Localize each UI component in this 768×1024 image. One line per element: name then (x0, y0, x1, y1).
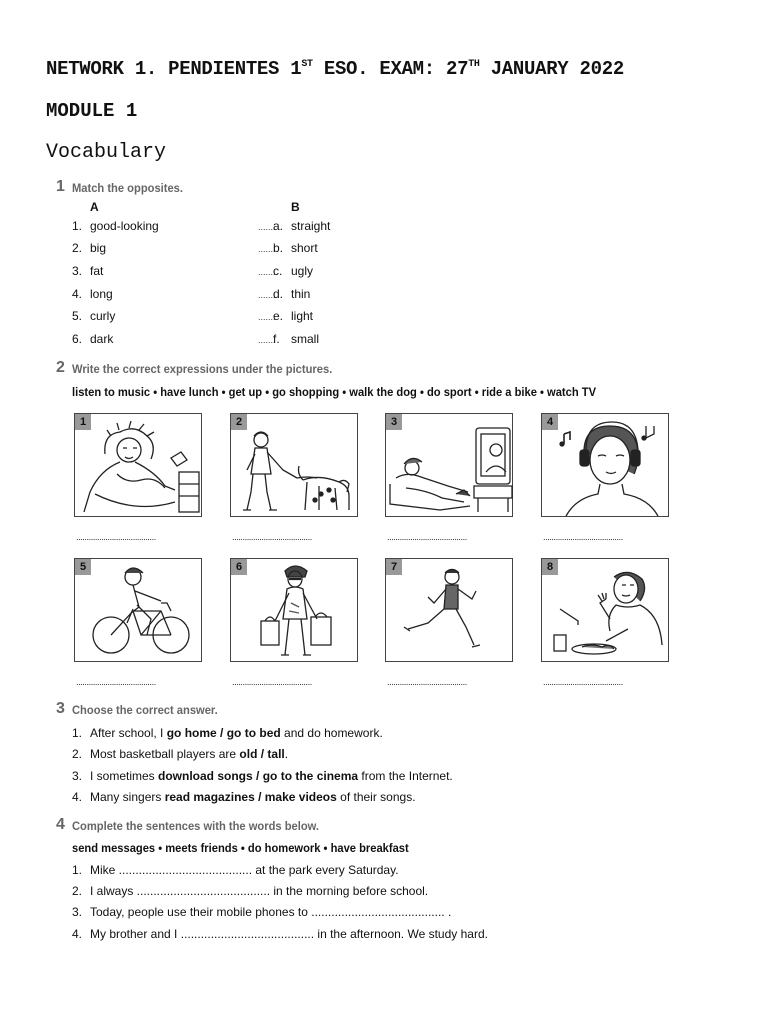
item-word-b: ugly (291, 264, 314, 278)
picture-3 (385, 413, 513, 517)
match-row (0, 287, 768, 307)
item-letter: b. (273, 241, 284, 255)
exercise-2-instruction: Write the correct expressions under the pictures. (72, 362, 333, 376)
picture-1 (74, 413, 202, 517)
boy-riding-bike-icon (75, 559, 203, 663)
choice-sentence (90, 747, 288, 761)
man-walking-dog-icon (231, 414, 359, 518)
sentence-text: After school, I (90, 726, 167, 740)
item-number: 1. (72, 219, 83, 233)
woman-eating-lunch-icon (542, 559, 670, 663)
choice-option[interactable]: read magazines (164, 790, 255, 804)
answer-blank[interactable]: ....... (258, 267, 276, 277)
item-word-b: small (291, 332, 320, 346)
match-row (0, 219, 768, 239)
answer-line-4[interactable]: ...................................... (543, 532, 623, 542)
choice-separator: / (216, 726, 227, 740)
answer-blank[interactable]: ....... (258, 290, 276, 300)
item-word-b: straight (291, 219, 331, 233)
choice-sentence (90, 769, 453, 783)
picture-number-badge: 3 (386, 414, 402, 430)
picture-5 (74, 558, 202, 662)
exercise-4-instruction: Complete the sentences with the words below. (72, 819, 320, 833)
gap-fill-sentence[interactable]: I always ........................................ in the morning before school. (90, 884, 429, 898)
item-word-a: good-looking (90, 219, 159, 233)
section-heading: Vocabulary (46, 141, 167, 164)
gap-fill-sentence[interactable]: Mike ........................................ at the park every Saturday. (90, 863, 399, 877)
choice-option[interactable]: old (239, 747, 258, 761)
woman-headphones-music-icon (542, 414, 670, 518)
exercise-3-number: 3 (56, 700, 65, 717)
item-number: 4. (72, 287, 83, 301)
exercise-4-number: 4 (56, 816, 65, 833)
answer-line-8[interactable]: ...................................... (543, 677, 623, 687)
item-letter: d. (273, 287, 284, 301)
item-number: 2. (72, 747, 83, 761)
item-number: 3. (72, 264, 83, 278)
item-number: 6. (72, 332, 83, 346)
item-word-b: short (291, 241, 318, 255)
choice-separator: / (257, 747, 268, 761)
picture-number-badge: 6 (231, 559, 247, 575)
sentence-text: and do homework. (280, 726, 383, 740)
picture-number-badge: 2 (231, 414, 247, 430)
item-word-a: fat (90, 264, 104, 278)
answer-line-7[interactable]: ...................................... (387, 677, 467, 687)
exercise-3-instruction: Choose the correct answer. (72, 703, 218, 717)
woman-shopping-bags-icon (231, 559, 359, 663)
item-number: 5. (72, 309, 83, 323)
item-word-a: curly (90, 309, 116, 323)
item-word-b: thin (291, 287, 311, 301)
item-letter: e. (273, 309, 284, 323)
choice-sentence (90, 726, 383, 740)
choice-separator: / (252, 769, 263, 783)
answer-line-1[interactable]: ...................................... (76, 532, 156, 542)
choice-option[interactable]: go home (166, 726, 217, 740)
word-bank: send messages • meets friends • do homework • have breakfast (72, 841, 409, 855)
picture-2 (230, 413, 358, 517)
picture-8 (541, 558, 669, 662)
sentence-text: from the Internet. (358, 769, 453, 783)
item-word-a: dark (90, 332, 114, 346)
sentence-text: I sometimes (90, 769, 159, 783)
exercise-1-number: 1 (56, 178, 65, 195)
picture-number-badge: 4 (542, 414, 558, 430)
item-number: 4. (72, 790, 83, 804)
item-number: 2. (72, 884, 83, 898)
girl-watching-tv-icon (386, 414, 514, 518)
gap-fill-sentence[interactable]: Today, people use their mobile phones to ........................................ . (90, 905, 452, 919)
exercise-2-number: 2 (56, 359, 65, 376)
answer-line-5[interactable]: ...................................... (76, 677, 156, 687)
answer-line-3[interactable]: ...................................... (387, 532, 467, 542)
match-row (0, 309, 768, 329)
word-bank: listen to music • have lunch • get up • go shopping • walk the dog • do sport • ride a bike • watch TV (72, 385, 597, 399)
picture-7 (385, 558, 513, 662)
answer-blank[interactable]: ....... (258, 244, 276, 254)
match-row (0, 332, 768, 352)
item-number: 3. (72, 769, 83, 783)
picture-number-badge: 5 (75, 559, 91, 575)
module-heading: MODULE 1 (46, 100, 138, 122)
choice-option[interactable]: go to bed (226, 726, 281, 740)
item-word-a: long (90, 287, 113, 301)
item-word-b: light (291, 309, 314, 323)
choice-option[interactable]: download songs (158, 769, 253, 783)
sentence-text: Many singers (90, 790, 165, 804)
exercise-1-instruction: Match the opposites. (72, 181, 183, 195)
sentence-text: of their songs. (336, 790, 416, 804)
picture-number-badge: 8 (542, 559, 558, 575)
match-row (0, 241, 768, 261)
item-number: 1. (72, 863, 83, 877)
item-number: 4. (72, 927, 83, 941)
choice-option[interactable]: make videos (264, 790, 337, 804)
item-number: 3. (72, 905, 83, 919)
choice-option[interactable]: go to the cinema (262, 769, 359, 783)
item-letter: a. (273, 219, 284, 233)
choice-option[interactable]: tall (267, 747, 285, 761)
man-running-icon (386, 559, 514, 663)
answer-blank[interactable]: ....... (258, 335, 276, 345)
sentence-text: . (284, 747, 289, 761)
gap-fill-sentence[interactable]: My brother and I ........................................ in the afternoon. We study hard. (90, 927, 488, 941)
item-letter: f. (273, 332, 280, 346)
answer-line-2[interactable]: ...................................... (232, 532, 312, 542)
column-a-heading: A (90, 200, 99, 214)
match-row (0, 264, 768, 284)
column-b-heading: B (291, 200, 300, 214)
picture-number-badge: 1 (75, 414, 91, 430)
item-number: 1. (72, 726, 83, 740)
picture-6 (230, 558, 358, 662)
item-number: 2. (72, 241, 83, 255)
answer-blank[interactable]: ....... (258, 222, 276, 232)
picture-number-badge: 7 (386, 559, 402, 575)
choice-sentence (90, 790, 416, 804)
choice-separator: / (254, 790, 265, 804)
item-word-a: big (90, 241, 107, 255)
exam-title: NETWORK 1. PENDIENTES 1ST ESO. EXAM: 27TH JANUARY 2022 (46, 58, 624, 80)
boy-waking-up-icon (75, 414, 203, 518)
answer-blank[interactable]: ....... (258, 312, 276, 322)
answer-line-6[interactable]: ...................................... (232, 677, 312, 687)
item-letter: c. (273, 264, 283, 278)
sentence-text: Most basketball players are (90, 747, 240, 761)
picture-4 (541, 413, 669, 517)
